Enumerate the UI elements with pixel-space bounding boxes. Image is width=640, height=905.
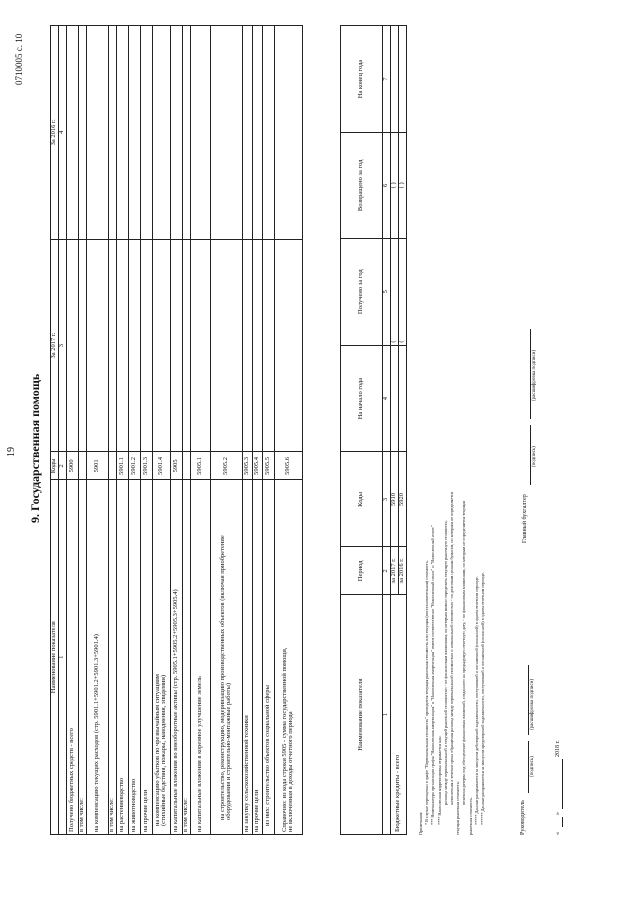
row-code: 5905.4 bbox=[252, 452, 262, 480]
head-label: Руководитель bbox=[520, 800, 526, 835]
col-num: 4 bbox=[383, 345, 391, 452]
note-line: **** Накопленная корректировка отражается как: bbox=[436, 736, 442, 825]
header-end: На конец года bbox=[341, 26, 383, 133]
header-start: На начало года bbox=[341, 345, 383, 452]
row-label: на прочие цели bbox=[140, 480, 152, 835]
row-code: 5901.4 bbox=[152, 452, 170, 480]
note-line: *** Номенклатура организации графы "Накопленная амортизация" и "Накопленная амортизация" имеют соответственно "Накопленный износ" и "Начисленный износ" bbox=[430, 525, 436, 825]
col-num: 2 bbox=[383, 547, 391, 595]
table-row bbox=[262, 26, 274, 835]
table-row bbox=[86, 26, 108, 835]
row-label bbox=[210, 480, 242, 835]
table-row bbox=[128, 26, 140, 835]
date-day-line[interactable] bbox=[562, 817, 563, 827]
row-code: 5905.6 bbox=[274, 452, 302, 480]
row-code: 5901.3 bbox=[140, 452, 152, 480]
accountant-decode-line[interactable] bbox=[530, 329, 531, 419]
col-num: 5 bbox=[383, 238, 391, 345]
note-line: * В случае переоценки в графе "Первоначальная стоимость" приводится текущая рыночная стоимость или текущая (восстановительная) стоимость. bbox=[424, 560, 430, 825]
table-row bbox=[210, 26, 242, 835]
row-code: 5905 bbox=[170, 452, 182, 480]
row-code: 5920 bbox=[399, 452, 407, 547]
table-row bbox=[66, 26, 78, 835]
row-label bbox=[152, 480, 170, 835]
row-label: в том числе: bbox=[182, 480, 190, 835]
row-label: на растениеводство bbox=[116, 480, 128, 835]
row-label: на компенсацию текущих расходов (стр. 5901.1+5901.2+5901.3+5901.4) bbox=[86, 480, 108, 835]
head-signature-line[interactable] bbox=[528, 741, 529, 793]
header-code: Коды bbox=[341, 452, 383, 547]
form-code: 0710005 с. 10 bbox=[14, 33, 24, 85]
note-line: начисленная в течение срока обращения разница между первоначальной стоимостью и номинальной стоимостью - по долговым ценным бумагам, по которым не определяется bbox=[449, 492, 455, 805]
budget-credits-table bbox=[340, 25, 407, 835]
table-row bbox=[152, 26, 170, 835]
col-num: 1 bbox=[59, 480, 67, 835]
row-period: за 2017 г. bbox=[391, 547, 399, 595]
row-code: 5905.5 bbox=[262, 452, 274, 480]
table-row bbox=[170, 26, 182, 835]
received-bracket: ( bbox=[399, 238, 407, 345]
col-num: 4 bbox=[59, 26, 67, 240]
date-close-quote: » bbox=[555, 812, 561, 815]
header-received: Получено за год bbox=[341, 238, 383, 345]
date-year: 2018 г. bbox=[555, 740, 561, 757]
table-row bbox=[78, 26, 86, 835]
row-code: 5901.1 bbox=[116, 452, 128, 480]
header-2017: За 2017 г. bbox=[51, 239, 59, 452]
table-row bbox=[274, 26, 302, 835]
note-line: разница между первоначальной и текущей рыночной стоимостью - по финансовым вложениям, по которым можно определить текущую рыночную стоимость; bbox=[442, 520, 448, 805]
header-code: Коды bbox=[51, 452, 59, 480]
column-numbering-row bbox=[383, 26, 391, 835]
head-signature-caption: (подпись) bbox=[530, 756, 535, 777]
row-label: на капитальные вложения во внеоборотные активы (стр. 5905.1+5905.2+5905.3+5905.4) bbox=[170, 480, 182, 835]
column-numbering-row bbox=[59, 26, 67, 835]
row-label bbox=[274, 480, 302, 835]
table-row bbox=[252, 26, 262, 835]
table-row bbox=[391, 26, 399, 835]
header-name: Наименование показателя bbox=[51, 480, 59, 835]
row-label: на закупку сельскохозяйственной техники bbox=[242, 480, 252, 835]
note-line: ****** Данные раскрываются за минусом кредиторской задолженности, поступившей и погашенной (списанной) в одном отчетном периоде. bbox=[480, 572, 486, 825]
row-code: 5901.2 bbox=[128, 452, 140, 480]
row-code: 5901 bbox=[86, 452, 108, 480]
row-code bbox=[78, 452, 86, 480]
row-label-line: на компенсацию убытков по чрезвычайным ситуациям bbox=[153, 674, 161, 826]
header-period: Период bbox=[341, 547, 383, 595]
note-line: Примечания: bbox=[418, 811, 423, 835]
section-title: 9. Государственная помощь bbox=[28, 373, 42, 523]
row-label-line: Справочно: из кода строки 5905 - сумма государственной помощи, bbox=[280, 647, 288, 832]
table-header-row bbox=[341, 26, 383, 835]
row-code: 5910 bbox=[391, 452, 399, 547]
accountant-signature-caption: (подпись) bbox=[532, 446, 537, 467]
row-label-line: оборудования и строительно-монтажные работы) bbox=[225, 683, 233, 820]
note-line: величина резерва под обесценение финансовых вложений, созданного на предыдущую отчетную дату, - по финансовым вложениям, по которым не определяется текущая bbox=[461, 501, 467, 805]
row-label: в том числе: bbox=[108, 480, 116, 835]
head-decode-line[interactable] bbox=[528, 665, 529, 735]
table-row bbox=[108, 26, 116, 835]
header-2016: За 2016 г. bbox=[51, 26, 59, 240]
header-name: Наименование показателя bbox=[341, 595, 383, 835]
note-line: текущая рыночная стоимость; bbox=[455, 781, 461, 835]
accountant-signature-line[interactable] bbox=[530, 425, 531, 485]
table-row bbox=[140, 26, 152, 835]
row-label: на животноводство bbox=[128, 480, 140, 835]
table-header-row bbox=[51, 26, 59, 835]
row-label: на прочие цели bbox=[252, 480, 262, 835]
row-code: 5905.1 bbox=[190, 452, 210, 480]
table-row bbox=[190, 26, 210, 835]
col-num: 3 bbox=[59, 239, 67, 452]
date-open-quote: « bbox=[555, 832, 561, 835]
row-code bbox=[108, 452, 116, 480]
row-code: 5900 bbox=[66, 452, 78, 480]
row-label-line: на строительство, реконструкцию, модернизацию производственных объектов (включая приобретение bbox=[218, 535, 226, 820]
returned-value: ( ) bbox=[399, 132, 407, 238]
row-label: из них: строительство объектов социальной сферы bbox=[262, 480, 274, 835]
row-label-line: не включенная в доходы отчетного периода bbox=[287, 711, 295, 832]
row-label-line: (стихийные бедствия, пожары, наводнения, эпидемии) bbox=[160, 674, 168, 826]
accountant-label: Главный бухгалтер bbox=[522, 494, 528, 543]
col-num: 7 bbox=[383, 26, 391, 133]
date-month-line[interactable] bbox=[562, 759, 563, 809]
head-decode-caption: (расшифровка подписи) bbox=[530, 678, 535, 730]
row-label: на капитальные вложения в коренное улучшение земель bbox=[190, 480, 210, 835]
header-returned: Возвращено за год bbox=[341, 132, 383, 238]
notes-block bbox=[418, 492, 486, 835]
row-label: Получено бюджетных средств - всего bbox=[66, 480, 78, 835]
row-label: Бюджетные кредиты - всего bbox=[391, 595, 407, 835]
page-number: 19 bbox=[6, 447, 17, 457]
returned-value: ( ) bbox=[391, 132, 399, 238]
col-num: 3 bbox=[383, 452, 391, 547]
col-num: 2 bbox=[59, 452, 67, 480]
received-bracket: ( bbox=[391, 238, 399, 345]
table-row bbox=[116, 26, 128, 835]
table-row bbox=[182, 26, 190, 835]
row-code: 5905.3 bbox=[242, 452, 252, 480]
note-line: рыночная стоимость. bbox=[467, 797, 473, 835]
row-label: в том числе: bbox=[78, 480, 86, 835]
note-line: ***** Данные раскрываются за минусом дебиторской задолженности, поступившей и погашенной (списанной) в одном отчетном периоде. bbox=[473, 576, 479, 825]
row-code: 5905.2 bbox=[210, 452, 242, 480]
accountant-decode-caption: (расшифровка подписи) bbox=[532, 349, 537, 401]
row-code bbox=[182, 452, 190, 480]
col-num: 1 bbox=[383, 595, 391, 835]
row-period: за 2016 г. bbox=[399, 547, 407, 595]
table-row bbox=[242, 26, 252, 835]
col-num: 6 bbox=[383, 132, 391, 238]
budget-funds-table bbox=[50, 25, 303, 835]
